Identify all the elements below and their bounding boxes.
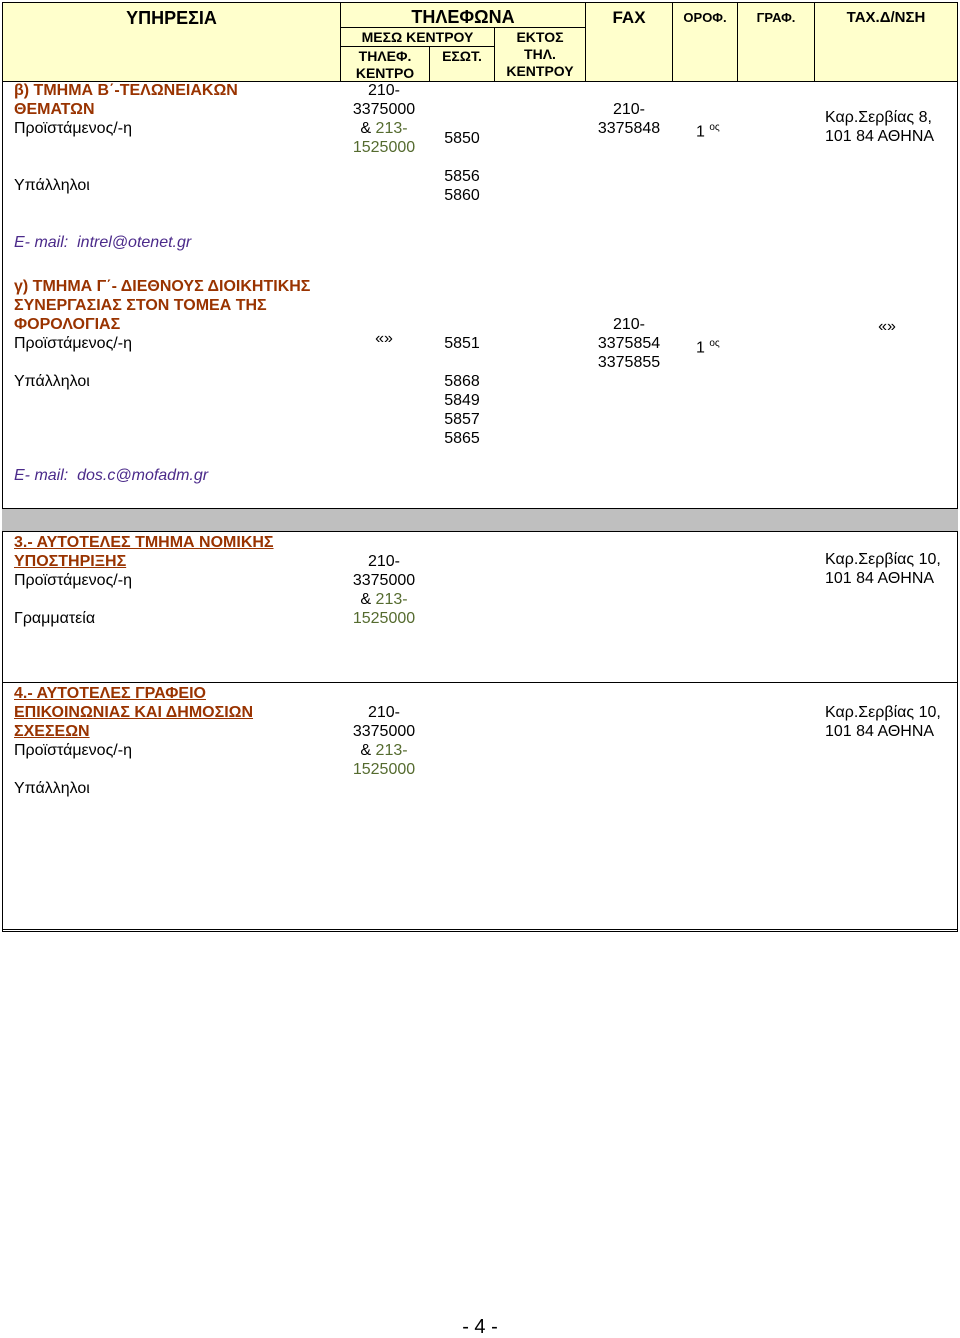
sec-b-center-3b: 213- xyxy=(375,120,408,137)
sec-b-center-3a: & xyxy=(360,120,376,137)
header-fax-label: FAX xyxy=(612,8,646,27)
sec-c-head: Προϊστάμενος/-η xyxy=(14,335,132,352)
sec-b-staff: Υπάλληλοι xyxy=(14,177,90,194)
page-number: - 4 - xyxy=(462,1316,498,1338)
sec-3-center-4: 1525000 xyxy=(352,610,416,627)
sec-c-title-2: ΣΥΝΕΡΓΑΣΙΑΣ ΣΤΟΝ ΤΟΜΕΑ ΤΗΣ xyxy=(14,297,267,314)
header-floor-label: ΟΡΟΦ. xyxy=(683,10,727,25)
sec-3-secretariat: Γραμματεία xyxy=(14,610,96,627)
sec-3-center-2: 3375000 xyxy=(352,572,416,589)
sec-b-center-phone xyxy=(340,81,428,157)
sec-c-floor xyxy=(696,334,720,357)
sec-c-center: «» xyxy=(375,330,393,347)
sec-4-head: Προϊστάμενος/-η xyxy=(14,742,132,759)
sec-c-email-label: E- mail: xyxy=(14,467,69,484)
sec-c-fax-1: 210- xyxy=(612,316,646,333)
sec-b-email-link[interactable]: intrel@otenet.gr xyxy=(77,234,192,251)
sec-b-fax-1: 210- xyxy=(612,101,646,118)
sec-3-center-1: 210- xyxy=(367,553,401,570)
sec-c-ext-staff xyxy=(430,372,494,448)
header-service xyxy=(2,2,341,82)
sec-4-title-1: 4.- ΑΥΤΟΤΕΛΕΣ ΓΡΑΦΕΙΟ xyxy=(14,685,206,702)
sec-3-head: Προϊστάμενος/-η xyxy=(14,572,132,589)
sec-4-title-2: ΕΠΙΚΟΙΝΩΝΙΑΣ ΚΑΙ ΔΗΜΟΣΙΩΝ xyxy=(14,704,254,721)
sec-b-fax xyxy=(585,100,673,138)
sec-b-floor-num: 1 xyxy=(696,123,705,141)
sec-b-addr-2: 101 84 ΑΘΗΝΑ xyxy=(825,128,935,145)
sec-c-email-link[interactable]: dos.c@mofadm.gr xyxy=(77,467,209,484)
sec-b-center-4: 1525000 xyxy=(352,139,416,156)
header-phones-label: ΤΗΛΕΦΩΝΑ xyxy=(411,7,515,27)
sec-c-email xyxy=(14,466,208,485)
sec-4-addr-2: 101 84 ΑΘΗΝΑ xyxy=(825,723,935,740)
header-service-label: ΥΠΗΡΕΣΙΑ xyxy=(126,8,217,28)
sec-4-center-4: 1525000 xyxy=(352,761,416,778)
header-internal xyxy=(429,46,495,82)
sec-3-address xyxy=(825,550,941,588)
sec-3-center-phone xyxy=(340,552,428,628)
sec-c-staff: Υπάλληλοι xyxy=(14,373,90,390)
header-outside-label: ΕΚΤΟΣ ΤΗΛ. ΚΕΝΤΡΟΥ xyxy=(506,29,574,79)
sec-3-title-2: ΥΠΟΣΤΗΡΙΞΗΣ xyxy=(14,553,127,570)
sec-b-title-1: β) ΤΜΗΜΑ Β΄-ΤΕΛΩΝΕΙΑΚΩΝ xyxy=(14,82,238,99)
sec-4-addr-1: Καρ.Σερβίας 10, xyxy=(825,704,941,721)
sec-b-email-label: E- mail: xyxy=(14,234,69,251)
sec-c-floor-sup: ος xyxy=(709,338,720,349)
table-left-border xyxy=(2,82,3,932)
sec-3-title-1: 3.- ΑΥΤΟΤΕΛΕΣ ΤΜΗΜΑ ΝΟΜΙΚΗΣ xyxy=(14,534,274,551)
sec-4-center-phone xyxy=(340,703,428,779)
sec-4-staff: Υπάλληλοι xyxy=(14,780,90,797)
sec-b-center-3 xyxy=(340,119,428,138)
sec-c-ext-staff-3: 5857 xyxy=(444,411,480,428)
sec-4-title-3: ΣΧΕΣΕΩΝ xyxy=(14,723,90,740)
header-center-phone-label: ΤΗΛΕΦ. ΚΕΝΤΡΟ xyxy=(355,48,415,81)
sec-b-ext-staff xyxy=(430,167,494,205)
table-bottom-border xyxy=(2,931,958,932)
header-center-phone xyxy=(340,46,430,82)
header-floor xyxy=(672,2,738,82)
sec-c-ext-head: 5851 xyxy=(444,335,480,352)
sec-b-ext-staff-1: 5856 xyxy=(444,168,480,185)
header-address xyxy=(814,2,958,82)
sec-b-floor-sup: ος xyxy=(709,122,720,133)
header-via-center xyxy=(340,27,495,47)
header-office xyxy=(737,2,815,82)
sec-b-ext-staff-2: 5860 xyxy=(444,187,480,204)
sec-3-bottom-line xyxy=(2,682,958,683)
header-phones xyxy=(340,2,586,28)
sec-c-fax xyxy=(585,315,673,372)
header-outside xyxy=(494,27,586,82)
header-fax xyxy=(585,2,673,82)
section-separator-band xyxy=(2,508,958,532)
sec-c-floor-num: 1 xyxy=(696,339,705,357)
sec-b-title-2: ΘΕΜΑΤΩΝ xyxy=(14,101,95,118)
header-address-label: ΤΑΧ.Δ/ΝΣΗ xyxy=(846,9,926,26)
sec-3-center-3 xyxy=(340,590,428,609)
sec-b-email xyxy=(14,233,191,252)
sec-c-ext-staff-2: 5849 xyxy=(444,392,480,409)
sec-c-fax-3: 3375855 xyxy=(597,354,661,371)
sec-3-addr-1: Καρ.Σερβίας 10, xyxy=(825,551,941,568)
table-right-border xyxy=(957,82,958,932)
sec-c-ext-staff-4: 5865 xyxy=(444,430,480,447)
sec-b-address xyxy=(825,108,934,146)
sec-b-center-1: 210- xyxy=(367,82,401,99)
sec-c-address: «» xyxy=(878,318,896,335)
sec-b-center-2: 3375000 xyxy=(352,101,416,118)
sec-4-center-3b: 213- xyxy=(375,742,408,759)
header-via-center-label: ΜΕΣΩ ΚΕΝΤΡΟΥ xyxy=(361,29,474,45)
sec-b-head: Προϊστάμενος/-η xyxy=(14,120,132,137)
sec-4-center-3a: & xyxy=(360,742,376,759)
sec-3-addr-2: 101 84 ΑΘΗΝΑ xyxy=(825,570,935,587)
sec-4-address xyxy=(825,703,941,741)
sec-c-ext-staff-1: 5868 xyxy=(444,373,480,390)
header-internal-label: ΕΣΩΤ. xyxy=(442,48,482,64)
sec-3-center-3a: & xyxy=(360,591,376,608)
sec-4-center-1: 210- xyxy=(367,704,401,721)
sec-c-title-1: γ) ΤΜΗΜΑ Γ΄- ΔΙΕΘΝΟΥΣ ΔΙΟΙΚΗΤΙΚΗΣ xyxy=(14,278,311,295)
header-office-label: ΓΡΑΦ. xyxy=(756,10,796,25)
sec-4-center-3 xyxy=(340,741,428,760)
table-bottom-border-2 xyxy=(2,929,958,930)
sec-b-fax-2: 3375848 xyxy=(597,120,661,137)
sec-b-addr-1: Καρ.Σερβίας 8, xyxy=(825,109,932,126)
sec-3-center-3b: 213- xyxy=(375,591,408,608)
sec-c-title-3: ΦΟΡΟΛΟΓΙΑΣ xyxy=(14,316,121,333)
sec-b-ext-head: 5850 xyxy=(444,130,480,147)
sec-4-center-2: 3375000 xyxy=(352,723,416,740)
sec-c-fax-2: 3375854 xyxy=(597,335,661,352)
sec-b-floor xyxy=(696,118,720,141)
